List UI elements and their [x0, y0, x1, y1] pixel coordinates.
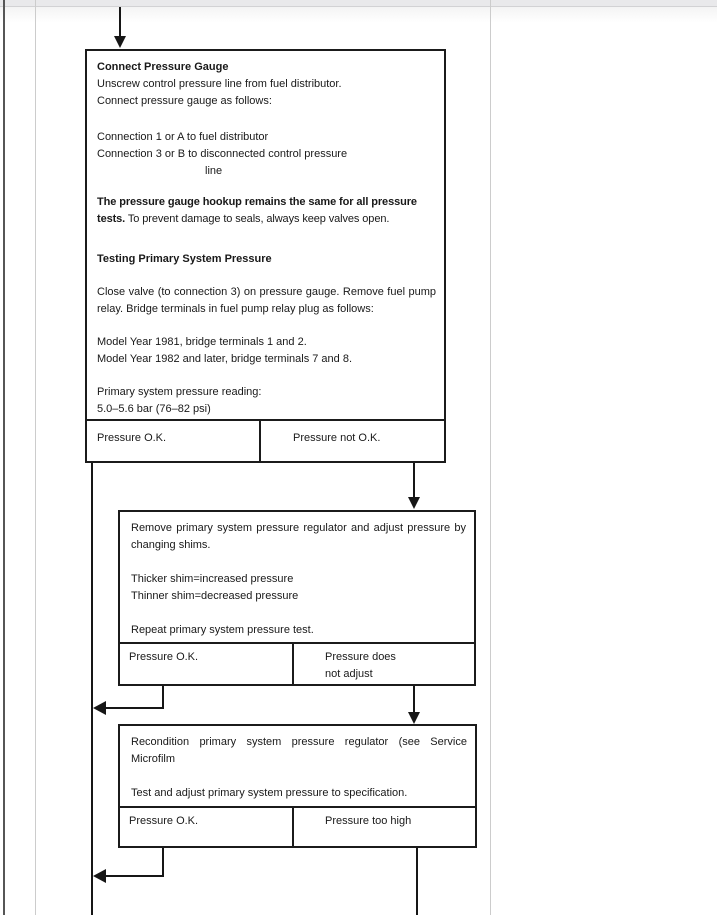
box-recondition-pressure-regulator: [118, 724, 477, 848]
box-connect-pressure-gauge: [85, 49, 446, 463]
box1-connection-line1: Connection 1 or A to fuel distributor: [97, 131, 269, 143]
arrowhead-left-box3-ok-icon: [93, 869, 106, 883]
box1-connection-line3: line: [205, 165, 223, 177]
viewport-top-band: [0, 0, 717, 7]
box1-note: [97, 194, 436, 228]
box2-outcome-row: [120, 642, 474, 684]
viewport-top-fade: [0, 7, 717, 23]
box1-cell-pressure-ok: Pressure O.K.: [87, 421, 261, 461]
box2-content: [120, 512, 474, 642]
box1-subheading: Testing Primary System Pressure: [97, 253, 272, 265]
column-separator-right: [490, 0, 491, 915]
box2-cell-pressure-ok: Pressure O.K.: [120, 644, 294, 684]
line-box3-ok-vertical: [162, 846, 164, 877]
arrowhead-down-into-box2-icon: [408, 497, 420, 509]
box2-body: Remove primary system pressure regulator and adjust pressure by changing shims.: [131, 522, 466, 551]
box3-body2: Test and adjust primary system pressure to specification.: [131, 787, 408, 799]
box1-cell-pressure-not-ok: Pressure not O.K.: [293, 432, 381, 444]
box1-connections: [97, 129, 436, 180]
box3-cell-pressure-too-high: Pressure too high: [325, 815, 412, 827]
box3-body: Recondition primary system pressure regulator (see Service Microfilm: [131, 736, 467, 765]
box1-note-regular: To prevent damage to seals, always keep valves open.: [127, 213, 390, 225]
box1-content: [87, 51, 444, 419]
box3-content: [120, 726, 475, 806]
box2-repeat: Repeat primary system pressure test.: [131, 624, 314, 636]
line-box3-ok-horizontal: [104, 875, 164, 877]
box1-model-year-line2: Model Year 1982 and later, bridge terminals 7 and 8.: [97, 353, 353, 365]
box-adjust-pressure-regulator: [118, 510, 476, 686]
arrow-line-box2-to-box3: [413, 684, 415, 713]
box2-cell-right-line2: not adjust: [325, 668, 373, 680]
box2-shim-line1: Thicker shim=increased pressure: [131, 573, 294, 585]
column-separator-left: [35, 0, 36, 915]
line-box3-too-high-down: [416, 846, 418, 915]
box1-connection-line2: Connection 3 or B to disconnected control pressure: [97, 148, 348, 160]
box1-reading-line2: 5.0–5.6 bar (76–82 psi): [97, 403, 211, 415]
box2-shim-line2: Thinner shim=decreased pressure: [131, 590, 299, 602]
line-box2-ok-horizontal: [104, 707, 164, 709]
box1-note-bold: The pressure gauge hookup remains the same for all pressure tests.: [97, 196, 417, 225]
box1-model-year-line1: Model Year 1981, bridge terminals 1 and 2.: [97, 336, 307, 348]
box1-intro-line2: Connect pressure gauge as follows:: [97, 95, 272, 107]
box1-intro: [97, 76, 436, 110]
box1-procedure: Close valve (to connection 3) on pressure gauge. Remove fuel pump relay. Bridge terminals in fuel pump relay plug as follows:: [97, 286, 436, 315]
box3-outcome-row: [120, 806, 475, 846]
line-box2-ok-vertical: [162, 684, 164, 709]
box1-reading-line1: Primary system pressure reading:: [97, 386, 262, 398]
box2-cell-right-line1: Pressure does: [325, 651, 396, 663]
box1-intro-line1: Unscrew control pressure line from fuel distributor.: [97, 78, 342, 90]
pressure-ok-main-flow-line: [91, 462, 93, 915]
box2-cell-pressure-does-not-adjust: [294, 644, 474, 684]
arrow-line-box1-to-box2: [413, 462, 415, 498]
arrowhead-left-box2-ok-icon: [93, 701, 106, 715]
arrow-line-into-box1: [119, 7, 121, 37]
box1-model-years: [97, 334, 436, 368]
arrowhead-down-into-box3-icon: [408, 712, 420, 724]
box1-outcome-row: [87, 419, 444, 461]
box2-shims: [131, 571, 466, 605]
page-left-edge-line: [3, 0, 5, 915]
box3-cell-pressure-ok: Pressure O.K.: [120, 808, 294, 846]
box1-reading: [97, 384, 436, 418]
box1-title: Connect Pressure Gauge: [97, 61, 229, 73]
arrowhead-down-into-box1-icon: [114, 36, 126, 48]
